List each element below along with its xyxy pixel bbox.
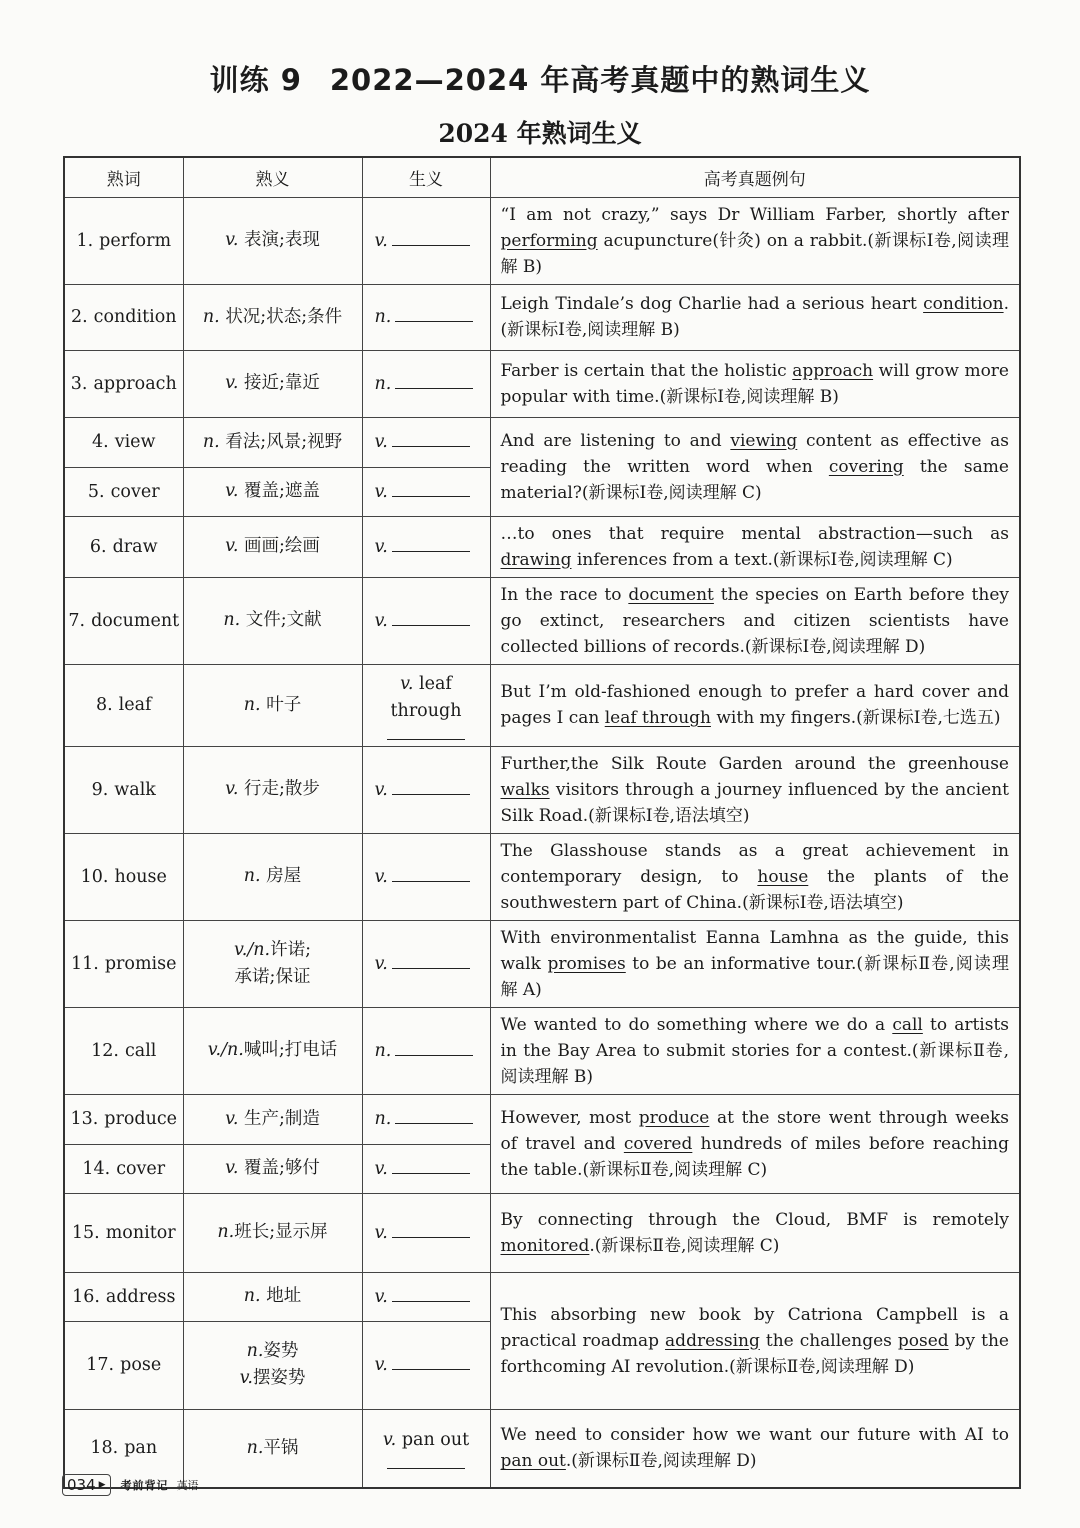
row-number: 13. <box>70 1109 99 1129</box>
pos: v. <box>374 1286 388 1307</box>
pos: n. <box>374 307 392 327</box>
example-cell <box>490 417 1020 516</box>
meaning-cell <box>183 350 362 417</box>
answer-blank[interactable] <box>395 374 473 389</box>
example-text: will grow more popular with time.(新课标Ⅰ卷,阅读理解 B) <box>500 360 1009 407</box>
example-text: With environmentalist Eanna Lamhna as the guide, this walk <box>500 927 1009 974</box>
new-meaning-cell <box>362 284 490 350</box>
example-text: the same material?(新课标Ⅰ卷,阅读理解 C) <box>500 456 1009 503</box>
example-text: We need to consider how we want our future with AI to <box>500 1425 1009 1446</box>
pos: n. <box>243 866 261 886</box>
example-keyword: promises <box>547 953 626 974</box>
row-number: 7. <box>68 610 86 631</box>
new-meaning-cell <box>362 350 490 417</box>
word-cell <box>64 1144 183 1193</box>
table-row <box>64 1007 1020 1094</box>
example-text: .(新课标Ⅰ卷,阅读理解 B) <box>500 294 1009 340</box>
pos: n. <box>243 694 261 715</box>
example-text: However, most <box>500 1107 639 1128</box>
example-text: to be an informative tour.(新课标Ⅱ卷,阅读理解 A) <box>500 953 1009 1000</box>
row-number: 12. <box>91 1040 119 1061</box>
table-row <box>64 920 1020 1007</box>
col-header: 熟义 <box>183 157 362 197</box>
word: view <box>114 432 156 452</box>
word: call <box>124 1040 157 1061</box>
word-cell <box>64 920 183 1007</box>
subject-name: 英语 <box>176 1479 199 1492</box>
new-meaning-cell <box>362 833 490 920</box>
meaning-cell <box>183 197 362 284</box>
pos: v. <box>382 1430 397 1451</box>
meaning-cell <box>183 1144 362 1193</box>
new-meaning-cell <box>362 1321 490 1409</box>
row-number: 11. <box>71 953 99 974</box>
pos: v. <box>225 779 239 799</box>
example-cell <box>490 664 1020 746</box>
example-text: …to ones that require mental abstraction—such as <box>500 523 1009 544</box>
pos: n. <box>246 1341 264 1361</box>
answer-blank[interactable] <box>387 1460 465 1469</box>
example-cell <box>490 516 1020 577</box>
example-text: Further,the Silk Route Garden around the greenhouse <box>500 753 1009 774</box>
meaning: 画画;绘画 <box>244 536 320 556</box>
meaning: 覆盖;够付 <box>244 1158 320 1178</box>
pos: n. <box>202 431 220 452</box>
new-meaning-cell <box>362 467 490 516</box>
meaning: 看法;风景;视野 <box>225 431 343 452</box>
example-text: And are listening to and <box>500 430 731 451</box>
word: walk <box>114 779 156 800</box>
pos: v. <box>374 953 388 974</box>
book-name: 考前背记 <box>120 1479 169 1492</box>
pos: n. <box>243 1286 261 1306</box>
page-footer <box>62 1474 199 1496</box>
meaning: 生产;制造 <box>244 1108 320 1129</box>
example-text: .(新课标Ⅱ卷,阅读理解 C) <box>589 1235 780 1256</box>
word: monitor <box>105 1222 176 1243</box>
meaning-cell <box>183 746 362 833</box>
example-keyword: covering <box>828 456 904 477</box>
pos: v. <box>374 432 388 452</box>
example-text: We wanted to do something where we do a <box>500 1014 893 1035</box>
example-cell <box>490 920 1020 1007</box>
row-number: 9. <box>91 779 109 800</box>
meaning-cell <box>183 1094 362 1144</box>
table-row <box>64 516 1020 577</box>
pos: v. <box>225 481 239 501</box>
word-cell <box>64 664 183 746</box>
pos: v. <box>374 779 388 800</box>
answer-blank[interactable] <box>395 307 473 322</box>
pos: v. <box>239 1368 253 1388</box>
pos: v. <box>225 373 239 393</box>
meaning: 房屋 <box>266 866 302 886</box>
example-text: content as effective as reading the written word when <box>500 430 1009 477</box>
meaning-cell <box>183 1272 362 1321</box>
row-number: 3. <box>70 373 88 394</box>
table-row <box>64 833 1020 920</box>
pos: n. <box>246 1437 264 1458</box>
answer-blank[interactable] <box>392 537 470 552</box>
row-number: 15. <box>71 1222 100 1243</box>
example-text: hundreds of miles before reaching the table.(新课标Ⅱ卷,阅读理解 C) <box>500 1133 1009 1180</box>
example-text: with my fingers.(新课标Ⅰ卷,七选五) <box>710 708 1001 728</box>
meaning: 班长;显示屏 <box>234 1222 328 1242</box>
meaning: 摆姿势 <box>252 1368 306 1388</box>
answer-blank[interactable] <box>392 867 470 882</box>
example-keyword: produce <box>638 1107 710 1128</box>
word: cover <box>110 481 160 502</box>
meaning: 文件;文献 <box>245 610 322 630</box>
example-cell <box>490 1272 1020 1409</box>
example-cell <box>490 350 1020 417</box>
example-cell <box>490 1193 1020 1272</box>
word: promise <box>104 953 177 974</box>
example-text: .(新课标Ⅱ卷,阅读理解 D) <box>565 1451 757 1472</box>
example-text: the plants of the southwestern part of China.(新课标Ⅰ卷,语法填空) <box>500 866 1009 913</box>
example-cell <box>490 197 1020 284</box>
new-meaning-cell <box>362 1007 490 1094</box>
row-number: 6. <box>89 536 107 557</box>
table-row <box>64 197 1020 284</box>
word: approach <box>93 373 177 394</box>
pos: v./n. <box>207 1040 244 1060</box>
pos: v. <box>374 1355 388 1375</box>
row-number: 17. <box>86 1355 115 1375</box>
pos: v. <box>374 1158 388 1179</box>
word: perform <box>99 230 172 251</box>
table-row <box>64 664 1020 746</box>
word: leaf <box>118 695 152 715</box>
table-header-row <box>64 157 1020 197</box>
example-keyword: covered <box>623 1133 693 1154</box>
meaning: 平锅 <box>263 1437 299 1458</box>
new-meaning-text: leaf <box>419 673 452 694</box>
word-cell <box>64 1193 183 1272</box>
example-text: inferences from a text.(新课标Ⅰ卷,阅读理解 C) <box>571 549 953 570</box>
word-cell <box>64 467 183 516</box>
word: condition <box>93 307 177 327</box>
word: address <box>105 1286 176 1307</box>
example-text: acupuncture(针灸) on a rabbit.(新课标Ⅰ卷,阅读理解 B) <box>500 230 1009 277</box>
meaning: 姿势 <box>263 1341 299 1361</box>
table-row <box>64 577 1020 664</box>
pos: v. <box>225 1158 239 1178</box>
answer-blank[interactable] <box>395 1109 473 1124</box>
new-meaning-cell <box>362 1193 490 1272</box>
example-cell <box>490 833 1020 920</box>
answer-blank[interactable] <box>392 482 470 497</box>
example-keyword: walks <box>500 779 550 800</box>
answer-blank[interactable] <box>392 780 470 795</box>
page-number: 034 <box>67 1476 96 1494</box>
example-text: By connecting through the Cloud, BMF is remotely <box>500 1209 1009 1230</box>
col-header: 高考真题例句 <box>490 157 1020 197</box>
new-meaning-cell <box>362 664 490 746</box>
word: draw <box>112 536 158 557</box>
meaning-cell <box>183 1321 362 1409</box>
example-text: But I’m old-fashioned enough to prefer a hard cover and pages I can <box>500 682 1009 728</box>
example-cell <box>490 746 1020 833</box>
table-row <box>64 350 1020 417</box>
pos: n. <box>374 1040 392 1061</box>
meaning: 接近;靠近 <box>244 373 320 393</box>
meaning: 许诺; <box>270 939 311 960</box>
example-keyword: viewing <box>730 430 798 451</box>
new-meaning-cell <box>362 1094 490 1144</box>
meaning-cell <box>183 516 362 577</box>
example-text: to artists in the Bay Area to submit stories for a contest.(新课标Ⅱ卷,阅读理解 B) <box>500 1014 1009 1087</box>
example-text: Farber is certain that the holistic <box>500 360 793 381</box>
pos: n. <box>374 373 392 394</box>
pos: n. <box>217 1222 235 1242</box>
meaning-cell <box>183 577 362 664</box>
row-number: 16. <box>72 1286 100 1307</box>
new-meaning-cell <box>362 920 490 1007</box>
example-keyword: call <box>892 1014 923 1035</box>
answer-blank[interactable] <box>392 954 470 969</box>
new-meaning-cell <box>362 1272 490 1321</box>
meaning: 覆盖;遮盖 <box>244 481 320 501</box>
vocab-table <box>63 156 1021 1489</box>
meaning: 喊叫;打电话 <box>243 1040 338 1060</box>
example-keyword: document <box>628 584 714 605</box>
example-cell <box>490 577 1020 664</box>
pos: n. <box>223 610 241 630</box>
example-keyword: leaf through <box>604 708 711 728</box>
meaning: 地址 <box>266 1286 302 1306</box>
new-meaning-cell <box>362 746 490 833</box>
word-cell <box>64 1094 183 1144</box>
title-left: 训练 9 <box>209 63 302 97</box>
pos: v. <box>374 610 388 631</box>
answer-blank[interactable] <box>392 1223 470 1238</box>
answer-blank[interactable] <box>392 231 470 246</box>
new-meaning-cell <box>362 417 490 467</box>
new-meaning-cell <box>362 516 490 577</box>
word-cell <box>64 833 183 920</box>
row-number: 10. <box>80 866 109 887</box>
new-meaning-text: pan out <box>401 1430 470 1451</box>
word-cell <box>64 1007 183 1094</box>
example-cell <box>490 1007 1020 1094</box>
row-number: 18. <box>90 1438 119 1459</box>
meaning: 表演;表现 <box>244 230 320 250</box>
meaning-cell <box>183 284 362 350</box>
example-text: at the store went through weeks of travel and <box>500 1107 1009 1154</box>
word: house <box>114 866 167 887</box>
page-title <box>0 58 1080 99</box>
meaning-cell <box>183 467 362 516</box>
new-meaning-cell <box>362 1144 490 1193</box>
answer-blank[interactable] <box>395 1041 473 1056</box>
new-meaning-text: through <box>390 700 462 721</box>
answer-blank[interactable] <box>392 611 470 626</box>
pos: v. <box>374 866 388 887</box>
page-number-box <box>62 1474 111 1496</box>
meaning: 承诺;保证 <box>234 966 311 987</box>
word: produce <box>104 1109 178 1129</box>
row-number: 8. <box>95 695 113 715</box>
meaning-cell <box>183 920 362 1007</box>
word-cell <box>64 197 183 284</box>
row-number: 14. <box>82 1158 111 1179</box>
meaning: 状况;状态;条件 <box>225 306 343 327</box>
example-text: This absorbing new book by Catriona Campbell is a practical roadmap <box>500 1304 1009 1351</box>
pos: v. <box>400 673 414 694</box>
row-number: 2. <box>70 307 88 327</box>
example-keyword: performing <box>500 230 598 251</box>
example-text: Leigh Tindale’s dog Charlie had a serious heart <box>500 294 924 314</box>
example-keyword: approach <box>792 360 874 381</box>
pos: v. <box>225 536 239 556</box>
example-cell <box>490 1094 1020 1193</box>
row-number: 5. <box>87 481 105 502</box>
col-header: 生义 <box>362 157 490 197</box>
answer-blank[interactable] <box>387 731 465 740</box>
example-cell <box>490 1409 1020 1488</box>
table-row <box>64 1409 1020 1488</box>
table-row <box>64 284 1020 350</box>
pos: n. <box>202 306 220 327</box>
pos: v. <box>374 481 388 502</box>
example-text: the challenges <box>759 1330 898 1351</box>
example-keyword: posed <box>897 1330 949 1351</box>
col-header: 熟词 <box>64 157 183 197</box>
example-keyword: addressing <box>665 1330 760 1351</box>
table-row <box>64 417 1020 467</box>
word: document <box>91 610 180 631</box>
example-text: The Glasshouse stands as a great achievement in contemporary design, to <box>500 840 1009 887</box>
answer-blank[interactable] <box>392 1355 470 1370</box>
word: pan <box>124 1438 158 1459</box>
example-text: In the race to <box>500 584 629 605</box>
pos: v./n. <box>233 939 271 960</box>
row-number: 4. <box>91 432 109 452</box>
word-cell <box>64 284 183 350</box>
meaning-cell <box>183 1409 362 1488</box>
word-cell <box>64 417 183 467</box>
new-meaning-cell <box>362 577 490 664</box>
meaning-cell <box>183 417 362 467</box>
meaning-cell <box>183 1007 362 1094</box>
table-row <box>64 1094 1020 1144</box>
play-arrow-icon: ▶ <box>98 1480 106 1490</box>
word-cell <box>64 350 183 417</box>
meaning: 叶子 <box>266 694 302 715</box>
example-keyword: condition <box>923 294 1004 314</box>
word-cell <box>64 746 183 833</box>
pos: n. <box>374 1109 392 1129</box>
example-text: the species on Earth before they go extinct, researchers and citizen scientists have collected billions of records.(新课标Ⅰ卷,阅读理解 D) <box>500 584 1009 657</box>
table-row <box>64 746 1020 833</box>
word-cell <box>64 1272 183 1321</box>
pos: v. <box>374 230 388 251</box>
row-number: 1. <box>76 230 94 251</box>
pos: v. <box>225 230 239 250</box>
word: cover <box>116 1158 166 1179</box>
pos: v. <box>225 1108 239 1129</box>
answer-blank[interactable] <box>392 432 470 447</box>
example-text: visitors through a journey influenced by the ancient Silk Road.(新课标Ⅰ卷,语法填空) <box>500 779 1009 826</box>
word: pose <box>120 1355 162 1375</box>
title-right: 2022—2024 年高考真题中的熟词生义 <box>329 63 871 97</box>
answer-blank[interactable] <box>392 1159 470 1174</box>
word-cell <box>64 516 183 577</box>
meaning-cell <box>183 664 362 746</box>
section-subtitle: 2024 年熟词生义 <box>438 119 642 148</box>
word-cell <box>64 1321 183 1409</box>
example-keyword: monitored <box>500 1235 590 1256</box>
new-meaning-cell <box>362 1409 490 1488</box>
example-keyword: pan out <box>500 1451 566 1472</box>
new-meaning-cell <box>362 197 490 284</box>
example-text: “I am not crazy,” says Dr William Farber, shortly after <box>500 204 1009 225</box>
answer-blank[interactable] <box>392 1287 470 1302</box>
example-keyword: drawing <box>500 549 572 570</box>
meaning-cell <box>183 1193 362 1272</box>
table-row <box>64 1193 1020 1272</box>
example-cell <box>490 284 1020 350</box>
word-cell <box>64 577 183 664</box>
pos: v. <box>374 536 388 557</box>
meaning: 行走;散步 <box>244 779 320 799</box>
example-text: by the forthcoming AI revolution.(新课标Ⅱ卷,阅读理解 D) <box>500 1330 1009 1377</box>
table-row <box>64 1272 1020 1321</box>
meaning-cell <box>183 833 362 920</box>
pos: v. <box>374 1222 388 1243</box>
example-keyword: house <box>757 866 809 887</box>
